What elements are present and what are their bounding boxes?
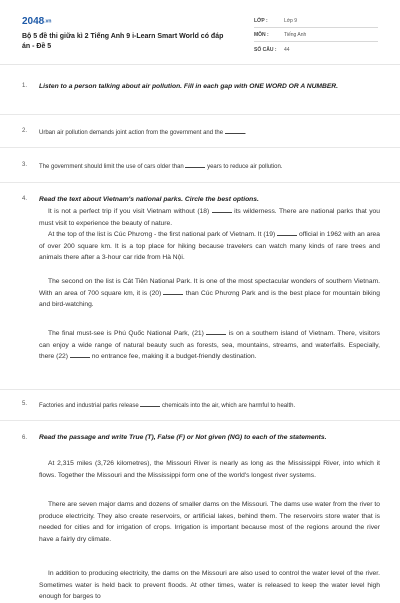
- meta-value: Lớp 9: [284, 18, 298, 24]
- document-title: Bộ 5 đề thi giữa kì 2 Tiếng Anh 9 i-Learn Smart World có đáp án - Đề 5: [22, 33, 224, 50]
- passage-text: than Cúc Phương Park and is the best place for mountain biking and bird-watching.: [39, 289, 380, 308]
- answer-blank[interactable]: [70, 351, 90, 358]
- question-divider: [0, 420, 400, 421]
- answer-blank[interactable]: [185, 161, 205, 168]
- passage-text: The second on the list is Cát Tiên National Park. It is one of the most spectacular wonders of southern Vietnam. With an area of 700 square km, it is (20): [39, 278, 380, 297]
- question-text: chemicals into the air, which are harmful to health.: [160, 403, 296, 409]
- question-1-instruction: Listen to a person talking about air pollution. Fill in each gap with ONE WORD OR A NUMBER.: [39, 83, 338, 90]
- passage-paragraph: There are seven major dams and dozens of smaller dams on the Missouri. The dams use water from the river to produce electricity. They also create reservoirs, or artificial lakes, behind them. The reservoirs store water that is needed for cities and for irrigation of crops. Irrigation is important because most of the regions around the river have a fairly dry climate.: [39, 501, 380, 543]
- question-divider: [0, 182, 400, 183]
- logo-text: 2048: [22, 16, 45, 27]
- question-text: .: [244, 130, 247, 136]
- header-divider: [0, 64, 400, 65]
- passage-paragraph: In addition to producing electricity, the dams on the Missouri are also used to control the water level of the river. Sometimes water is held back to prevent floods. At other times, water is released to keep the water level high enough for barges to: [39, 570, 380, 600]
- question-text: years to reduce air pollution.: [205, 164, 283, 170]
- answer-blank[interactable]: [225, 127, 245, 134]
- passage-text: The final must-see is Phú Quốc National Park, (21): [48, 330, 207, 337]
- passage-text: official in 1962 with an area of over 200 square km. It is a top place for hiking because travelers can watch many kinds of rare trees and animals there after a 3-hour car ride from Hà Nội.: [39, 231, 380, 261]
- question-text: Factories and industrial parks release: [39, 403, 141, 409]
- question-3-text: [39, 161, 381, 172]
- passage-paragraph: [39, 276, 380, 311]
- passage-text: is on a southern island of Vietnam. There, visitors can enjoy a wide range of natural beauty such as forests, sea, mountains, streams, and waterfalls. Especially, there (22): [39, 330, 380, 360]
- question-text: The government should limit the use of cars older than: [39, 164, 186, 170]
- meta-label: MÔN :: [254, 32, 269, 38]
- meta-value: Tiếng Anh: [284, 32, 307, 38]
- logo-suffix: .vn: [44, 18, 52, 25]
- passage-text: its wilderness. There are national parks that you must visit to experience the beauty of nature.: [39, 208, 381, 227]
- answer-blank[interactable]: [212, 206, 232, 213]
- question-divider: [0, 147, 400, 148]
- answer-blank[interactable]: [277, 229, 297, 236]
- question-number: 2.: [22, 128, 28, 134]
- passage-paragraph: [39, 229, 380, 264]
- question-number: 5.: [22, 401, 28, 407]
- question-4-instruction: Read the text about Vietnam's national parks. Circle the best options.: [39, 196, 259, 203]
- passage-text: At the top of the list is Cúc Phương - the first national park of Vietnam. It (19): [48, 231, 278, 238]
- meta-label: SỐ CÂU :: [254, 47, 277, 53]
- question-6-instruction: Read the passage and write True (T), False (F) or Not given (NG) to each of the statements.: [39, 434, 327, 441]
- question-5-text: [39, 400, 381, 411]
- passage-text: no entrance fee, making it a budget-friendly destination.: [89, 353, 257, 360]
- question-number: 3.: [22, 162, 28, 168]
- meta-value: 44: [284, 47, 290, 53]
- page-header: [0, 0, 400, 66]
- question-number: 6.: [22, 435, 28, 441]
- question-number: 1.: [22, 83, 28, 89]
- question-divider: [0, 114, 400, 115]
- meta-label: LỚP :: [254, 18, 268, 24]
- passage-paragraph: [39, 328, 380, 363]
- answer-blank[interactable]: [163, 288, 183, 295]
- passage-paragraph: [39, 206, 380, 229]
- question-number: 4.: [22, 196, 28, 202]
- site-logo[interactable]: [22, 16, 51, 27]
- passage-text: It is not a perfect trip if you visit Vietnam without (18): [48, 208, 212, 215]
- question-2-text: [39, 127, 381, 138]
- answer-blank[interactable]: [206, 328, 226, 335]
- divider: [254, 41, 378, 42]
- question-text: Urban air pollution demands joint action from the government and the: [39, 130, 225, 136]
- passage-paragraph: At 2,315 miles (3,726 kilometres), the Missouri River is nearly as long as the Mississippi River, into which it flows. Together the Missouri and the Mississippi form one of the world's longest river systems.: [39, 460, 380, 479]
- answer-blank[interactable]: [140, 400, 160, 407]
- question-divider: [0, 389, 400, 390]
- divider: [254, 27, 378, 28]
